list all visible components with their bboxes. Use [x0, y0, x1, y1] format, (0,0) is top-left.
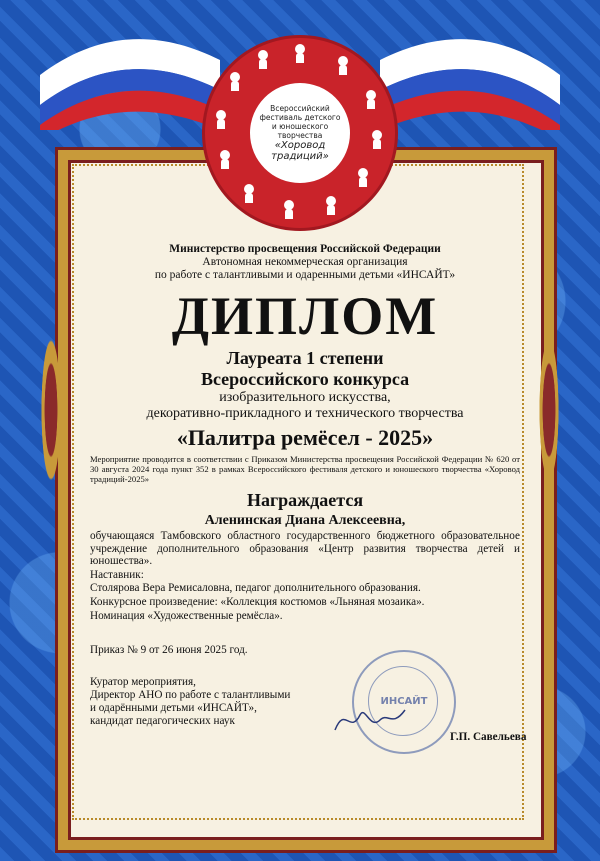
laureate-degree: Лауреата 1 степени — [226, 348, 384, 368]
emblem-festival-name: «Хоровод традиций» — [271, 140, 329, 162]
ministry-name: Министерство просвещения Российской Федерации — [169, 243, 441, 255]
order-number: Приказ № 9 от 26 июня 2025 год. — [90, 644, 248, 657]
mentor-label: Наставник: — [90, 568, 144, 581]
competition-work: Конкурсное произведение: «Коллекция костюмов «Льняная мозаика». — [90, 595, 425, 608]
contest-subtitle: декоративно-прикладного и технического творчества — [146, 406, 464, 421]
signer-name: Г.П. Савельева — [450, 731, 527, 743]
diploma-title: ДИПЛОМ — [171, 286, 439, 346]
emblem-center — [250, 83, 350, 183]
ornament-right — [538, 330, 560, 490]
curator-line: кандидат педагогических наук — [90, 715, 235, 728]
org-type: Автономная некоммерческая организация — [202, 256, 408, 268]
curator-line: Директор АНО по работе с талантливыми — [90, 689, 291, 702]
org-name: по работе с талантливыми и одаренными детьми «ИНСАЙТ» — [154, 269, 456, 281]
diploma-content — [90, 243, 520, 728]
emblem-line: фестиваль детского — [259, 113, 341, 122]
contest-title: Всероссийского конкурса — [200, 369, 410, 389]
awarded-heading: Награждается — [246, 490, 364, 510]
recipient-name: Аленинская Диана Алексеевна, — [204, 513, 406, 528]
signature — [330, 700, 410, 740]
nomination: Номинация «Художественные ремёсла». — [90, 609, 283, 622]
mentor-name: Столярова Вера Ремисaловна, педагог дополнительного образования. — [90, 582, 421, 595]
curator-line: Куратор мероприятия, — [90, 676, 196, 689]
contest-subtitle: изобразительного искусства, — [219, 390, 391, 405]
contest-name: «Палитра ремёсел - 2025» — [176, 425, 434, 450]
emblem-line: Всероссийский — [270, 104, 330, 113]
curator-line: и одарёнными детьми «ИНСАЙТ», — [90, 702, 257, 715]
recipient-school: обучающаяся Тамбовского областного государственного бюджетного образовательное учреждение дополнительного образования «Центр развития творчества детей и юношества». — [90, 530, 520, 568]
festival-emblem — [205, 38, 395, 228]
emblem-line: и юношеского — [271, 122, 329, 131]
stamp-text: ИНСАЙТ — [380, 696, 428, 707]
ornament-left — [40, 330, 62, 490]
legal-basis: Мероприятие проводится в соответствии с Приказом Министерства просвещения Российской Федерации № 620 от 30 августа 2024 года пункт 352 в рамках Всероссийского фестиваля детского и юношеского творчества «Хоровод традиций-2025» — [90, 454, 520, 484]
emblem-line: творчества — [277, 131, 323, 140]
